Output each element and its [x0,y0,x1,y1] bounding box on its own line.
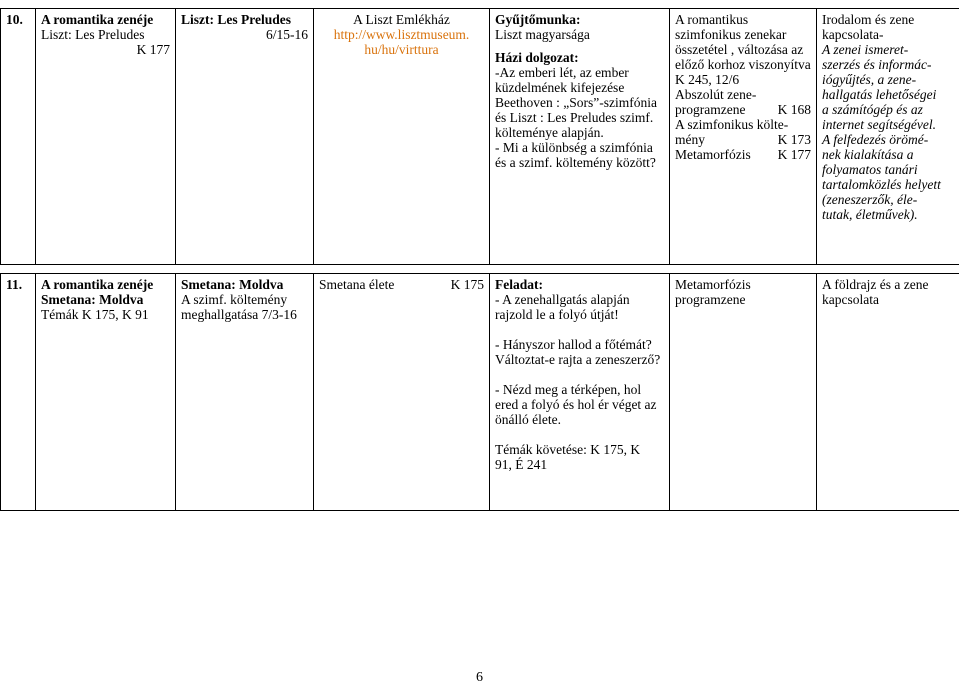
topic-title: A romantika zenéje [41,12,154,27]
cross-line: tartalomközlés helyett [822,177,941,192]
listening-title: Smetana: Moldva [181,277,284,292]
task-line: és Liszt : Les Preludes szimf. [495,110,654,125]
crosscurricular-cell [817,9,959,265]
task-line: ered a folyó és hol ér véget az [495,397,657,412]
table-row [1,9,959,265]
task-heading: Gyűjtőmunka: [495,12,581,27]
listening-cell [176,9,314,265]
cross-line: A zenei ismeret- [822,42,909,57]
cross-line: szerzés és informác- [822,57,932,72]
cross-line: a számítógép és az [822,102,923,117]
cross-line: kapcsolata [822,292,879,307]
task-line: küzdelmének kifejezése [495,80,625,95]
museum-link-cont[interactable]: hu/hu/virttura [364,42,439,57]
resource-line: Smetana élete K 175 [319,277,484,292]
cross-line: internet segítségével. [822,117,936,132]
cross-line: (zeneszerzők, éle- [822,192,918,207]
concept-line: K 245, 12/6 [675,72,740,87]
task-line: Témák követése: K 175, K [495,442,641,457]
homework-heading: Házi dolgozat: [495,50,579,65]
listening-cell [176,274,314,511]
concept-line: A romantikus [675,12,749,27]
concepts-cell [670,274,817,511]
concepts-cell [670,9,817,265]
topic-code: K 177 [136,42,170,57]
curriculum-table [0,8,959,511]
concept-line: programzene [675,292,746,307]
cross-line: Irodalom és zene [822,12,915,27]
listening-code: 6/15-16 [266,27,308,42]
resources-cell [314,274,490,511]
task-line: - Nézd meg a térképen, hol [495,382,642,397]
concept-line: programzene K 168 [675,102,811,117]
task-line: - Hányszor hallod a főtémát? [495,337,652,352]
cross-line: folyamatos tanári [822,162,918,177]
tasks-cell [490,9,670,265]
resources-cell [314,9,490,265]
resource-line: A Liszt Emlékház [353,12,450,27]
topic-line: Smetana: Moldva [41,292,144,307]
task-line: Liszt magyarsága [495,27,590,42]
listening-line: meghallgatása 7/3-16 [181,307,297,322]
cross-line: kapcsolata- [822,27,884,42]
concept-line: Abszolút zene- [675,87,757,102]
task-line: -Az emberi lét, az ember [495,65,629,80]
task-line: rajzold le a folyó útját! [495,307,619,322]
cross-line: A földrajz és a zene [822,277,929,292]
page-number: 6 [476,670,483,685]
crosscurricular-cell [817,274,959,511]
task-line: Változtat-e rajta a zeneszerző? [495,352,661,367]
task-line: és a szimf. költemény között? [495,155,656,170]
concept-line: mény K 173 [675,132,811,147]
task-line: - A zenehallgatás alapján [495,292,630,307]
topic-title: A romantika zenéje [41,277,154,292]
task-line: 91, É 241 [495,457,548,472]
row-number: 10. [1,9,36,265]
row-spacer [1,265,959,274]
cross-line: tutak, életművek). [822,207,918,222]
task-line: Beethoven : „Sors”-szimfónia [495,95,657,110]
task-line: önálló élete. [495,412,561,427]
topic-cell [36,9,176,265]
listening-line: A szimf. költemény [181,292,288,307]
concept-line: összetétel , változása az [675,42,804,57]
concept-line: előző korhoz viszonyítva [675,57,811,72]
table-row [1,274,959,511]
tasks-cell [490,274,670,511]
row-number: 11. [1,274,36,511]
task-line: költeménye alapján. [495,125,604,140]
concept-line: A szimfonikus költe- [675,117,789,132]
museum-link[interactable]: http://www.lisztmuseum. [333,27,470,42]
listening-title: Liszt: Les Preludes [181,12,291,27]
concept-line: Metamorfózis K 177 [675,147,811,162]
task-heading: Feladat: [495,277,543,292]
cross-line: nek kialakítása a [822,147,914,162]
task-line: - Mi a különbség a szimfónia [495,140,653,155]
concept-line: szimfonikus zenekar [675,27,787,42]
cross-line: hallgatás lehetőségei [822,87,937,102]
cross-line: A felfedezés örömé- [822,132,929,147]
cross-line: iógyűjtés, a zene- [822,72,917,87]
topic-line: Témák K 175, K 91 [41,307,149,322]
topic-cell [36,274,176,511]
topic-line: Liszt: Les Preludes [41,27,145,42]
concept-line: Metamorfózis [675,277,751,292]
